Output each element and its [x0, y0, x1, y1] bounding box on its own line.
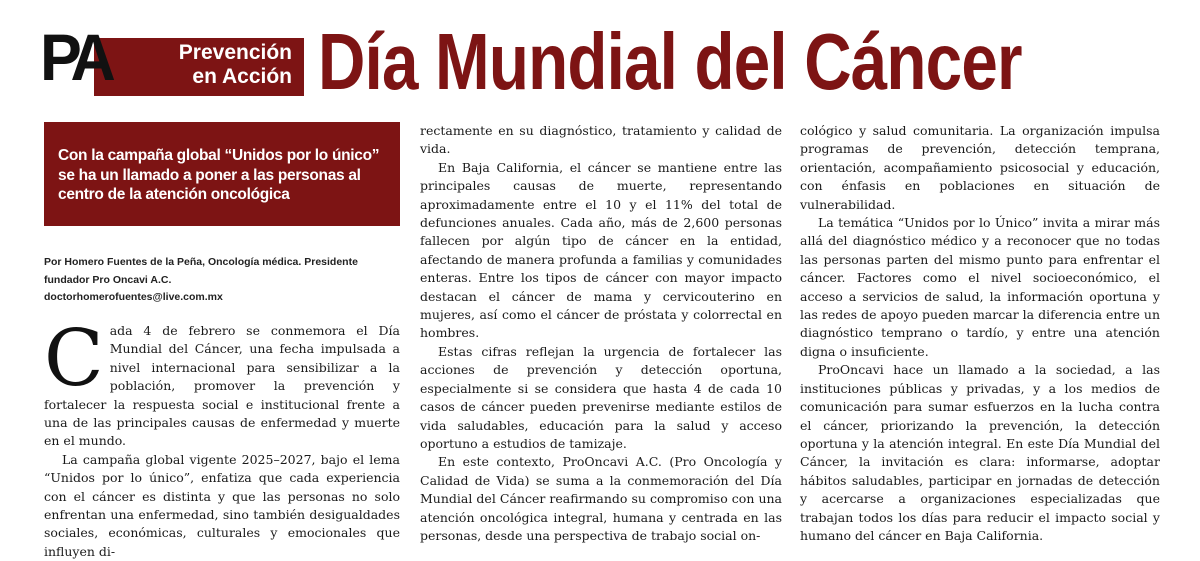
section-name-line-1: Prevención — [178, 41, 292, 64]
article-paragraph: Estas cifras reflejan la urgencia de fortalecer las acciones de prevención y detección oportuna, especialmente si se considera que hasta 4 de cada 10 casos de cáncer pueden prevenirse mediante estilos de vida saludables, educación para la salud y acceso oportuno a estudios de tamizaje. — [420, 343, 782, 451]
article-paragraph: La temática “Unidos por lo Único” invita a mirar más allá del diagnóstico médico y a reconocer que no todas las personas parten del mismo punto para enfrentar el cáncer. Factores como el nivel socioeconómico, el acceso a servicios de salud, la información oportuna y las redes de apoyo pueden marcar la diferencia entre un diagnóstico temprano o tardío, y entre una atención digna o insuficiente. — [800, 215, 1160, 359]
section-logo: PA — [40, 20, 110, 94]
drop-cap: C — [44, 314, 104, 404]
article-paragraph: En este contexto, ProOncavi A.C. (Pro Oncología y Calidad de Vida) se suma a la conmemoración del Día Mundial del Cáncer reafirmando su compromiso con una atención oncológica integral, humana y centrada en las personas, desde una perspectiva de trabajo social on- — [420, 454, 782, 543]
byline-author: Por Homero Fuentes de la Peña, Oncología médica. Presidente fundador Pro Oncavi A.C. — [44, 256, 358, 286]
article-paragraph: rectamente en su diagnóstico, tratamiento y calidad de vida. — [420, 123, 782, 157]
deck-text: Con la campaña global “Unidos por lo único” se ha un llamado a poner a las personas al centro de la atención oncológica — [58, 147, 380, 203]
article-paragraph — [44, 314, 400, 451]
article-column-1 — [44, 314, 400, 561]
byline — [44, 254, 404, 307]
article-paragraph: ProOncavi hace un llamado a la sociedad, a las instituciones públicas y privadas, y a los medios de comunicación para sumar esfuerzos en la lucha contra el cáncer, priorizando la prevención, la detección oportuna y la atención integral. En este Día Mundial del Cáncer, la invitación es clara: informarse, adoptar hábitos saludables, participar en jornadas de detección y acercarse a organizaciones especializadas que trabajan todos los días para reducir el impacto social y humano del cáncer en Baja California. — [800, 362, 1160, 543]
byline-email: doctorhomerofuentes@live.com.mx — [44, 291, 223, 303]
article-paragraph: En Baja California, el cáncer se mantiene entre las principales causas de muerte, representando aproximadamente entre el 10 y el 11% del total de defunciones anuales. Cada año, más de 2,600 personas fallecen por algún tipo de cáncer en la entidad, afectando de manera profunda a familias y comunidades enteras. Entre los tipos de cáncer con mayor impacto destacan el cáncer de mama y cervicouterino en mujeres, así como el cáncer de próstata y colorrectal en hombres. — [420, 159, 782, 341]
article-paragraph-text: ada 4 de febrero se conmemora el Día Mundial del Cáncer, una fecha impulsada a nivel internacional para sensibilizar a la población, promover la prevención y fortalecer la respuesta social e institucional frente a una de las principales causas de enfermedad y muerte en el mundo. — [44, 323, 400, 449]
article-paragraph: La campaña global vigente 2025–2027, bajo el lema “Unidos por lo único”, enfatiza que cada experiencia con el cáncer es distinta y que las personas no solo enfrentan una enfermedad, sino también desigualdades sociales, económicas, culturales y emocionales que influyen di- — [44, 451, 400, 559]
headline: Día Mundial del Cáncer — [318, 17, 1022, 106]
article-column-2 — [420, 122, 782, 545]
deck-box — [44, 122, 400, 226]
masthead — [0, 0, 1200, 120]
article-paragraph: cológico y salud comunitaria. La organización impulsa programas de prevención, detección temprana, orientación, acompañamiento psicosocial y educación, con énfasis en poblaciones en situación de vulnerabilidad. — [800, 123, 1160, 212]
section-name — [160, 41, 292, 89]
article-column-3 — [800, 122, 1160, 545]
section-name-line-2: en Acción — [192, 65, 292, 88]
